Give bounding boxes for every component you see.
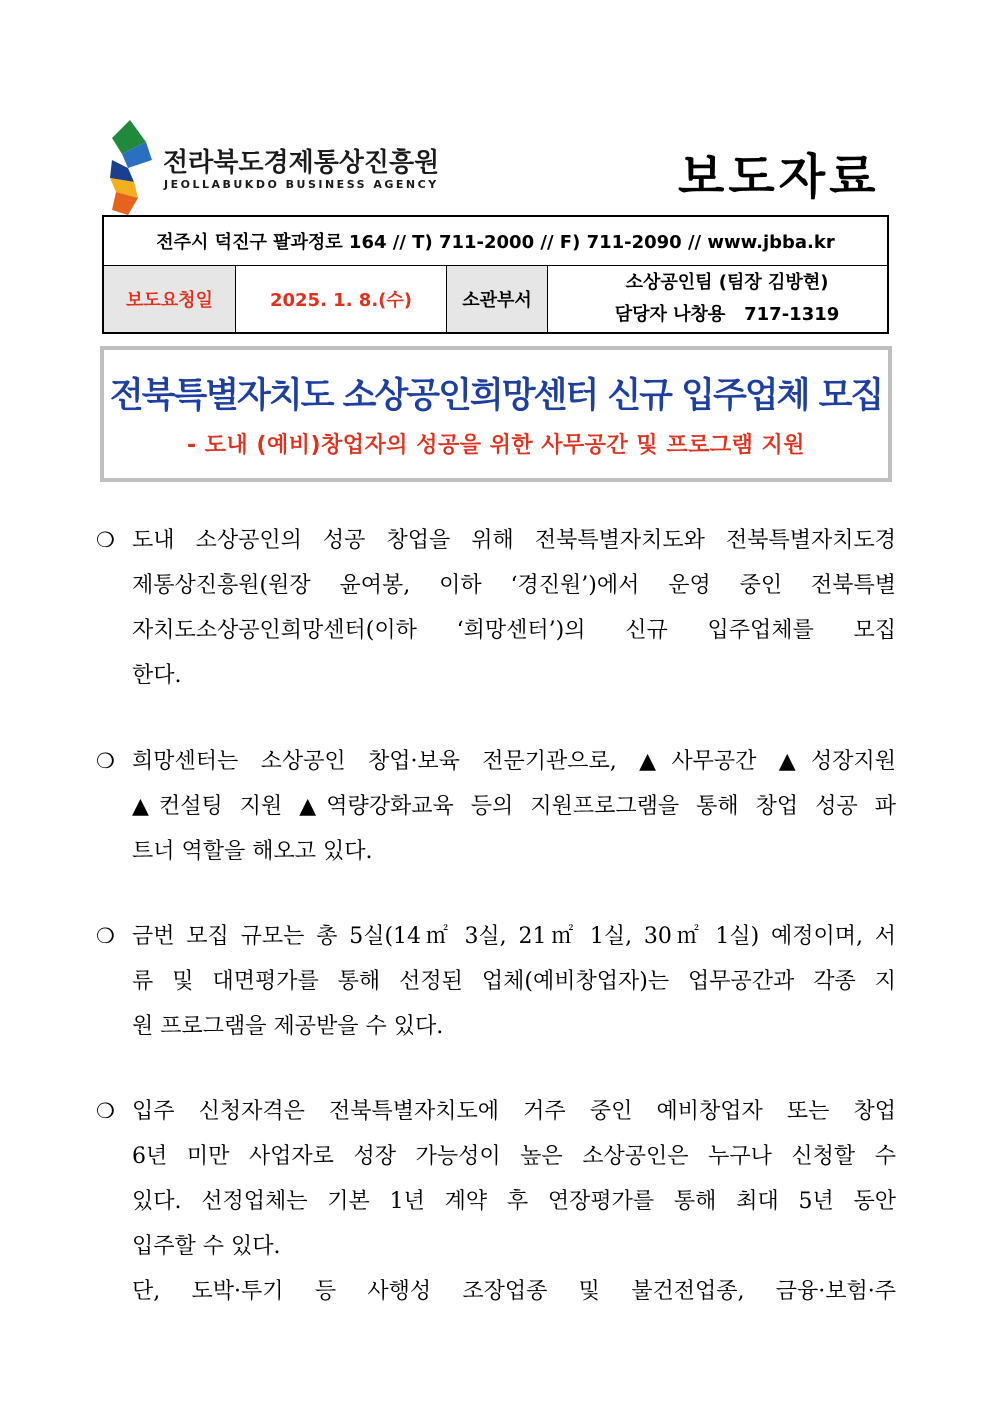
paragraph-line: 류 및 대면평가를 통해 선정된 업체(예비창업자)는 업무공간과 각종 지 [132, 969, 896, 994]
headline-title: 전북특별자치도 소상공인희망센터 신규 입주업체 모집 [109, 376, 883, 416]
document-type-title: 보도자료 [678, 149, 880, 205]
org-logo-mark-icon [108, 120, 160, 215]
department-value [548, 266, 887, 332]
release-date-label: 보도요청일 [104, 266, 236, 332]
org-logo [108, 120, 448, 215]
bullet-icon: ❍ [96, 1099, 115, 1123]
paragraph-line: 금번 모집 규모는 총 5실(14㎡ 3실, 21㎡ 1실, 30㎡ 1실) 예정이며, 서 [132, 924, 896, 949]
release-date-value: 2025. 1. 8.(수) [236, 266, 447, 332]
bullet-icon: ❍ [96, 924, 115, 948]
staff-contact [615, 299, 840, 331]
paragraph-line: 원 프로그램을 제공받을 수 있다. [132, 1014, 444, 1039]
paragraph-line: 자치도소상공인희망센터(이하 ‘희망센터’)의 신규 입주업체를 모집 [132, 618, 896, 643]
paragraph-line: 6년 미만 사업자로 성장 가능성이 높은 소상공인은 누구나 신청할 수 [132, 1144, 896, 1169]
department-label: 소관부서 [447, 266, 548, 332]
department-team: 소상공인팀 (팀장 김방현) [625, 272, 829, 293]
paragraph-line: 제통상진흥원(원장 윤여봉, 이하 ‘경진원’)에서 운영 중인 전북특별 [132, 573, 896, 598]
bullet-icon: ❍ [96, 749, 115, 773]
staff-phone: 717-1319 [744, 304, 840, 325]
staff-name-struck: 용 [707, 304, 726, 325]
staff-name: 담당자 나창 [614, 304, 708, 325]
paragraph-line: 한다. [132, 663, 182, 688]
paragraph-line: 단, 도박·투기 등 사행성 조장업종 및 불건전업종, 금융·보험·주 [132, 1279, 896, 1304]
org-name-korean: 전라북도경제통상진흥원 [163, 148, 440, 178]
paragraph-line: 있다. 선정업체는 기본 1년 계약 후 연장평가를 통해 최대 5년 동안 [132, 1189, 896, 1214]
paragraph-line: 도내 소상공인의 성공 창업을 위해 전북특별자치도와 전북특별자치도경 [132, 528, 896, 553]
contact-line: 전주시 덕진구 팔과정로 164 // T) 711-2000 // F) 711-2090 // www.jbba.kr [104, 217, 887, 266]
org-name-english: JEOLLABUKDO BUSINESS AGENCY [164, 178, 439, 191]
paragraph-line: 입주 신청자격은 전북특별자치도에 거주 중인 예비창업자 또는 창업 [132, 1099, 896, 1124]
headline-subtitle: - 도내 (예비)창업자의 성공을 위한 사무공간 및 프로그램 지원 [186, 433, 806, 458]
paragraph-line: 트너 역할을 해오고 있다. [132, 839, 373, 864]
paragraph-line: ▲컨설팅 지원 ▲역량강화교육 등의 지원프로그램을 통해 창업 성공 파 [132, 794, 896, 819]
paragraph-line: 희망센터는 소상공인 창업·보육 전문기관으로, ▲사무공간 ▲성장지원 [132, 749, 896, 774]
press-info-table [102, 215, 889, 334]
bullet-icon: ❍ [96, 528, 115, 552]
headline-box [100, 346, 892, 482]
paragraph-line: 입주할 수 있다. [132, 1234, 281, 1259]
